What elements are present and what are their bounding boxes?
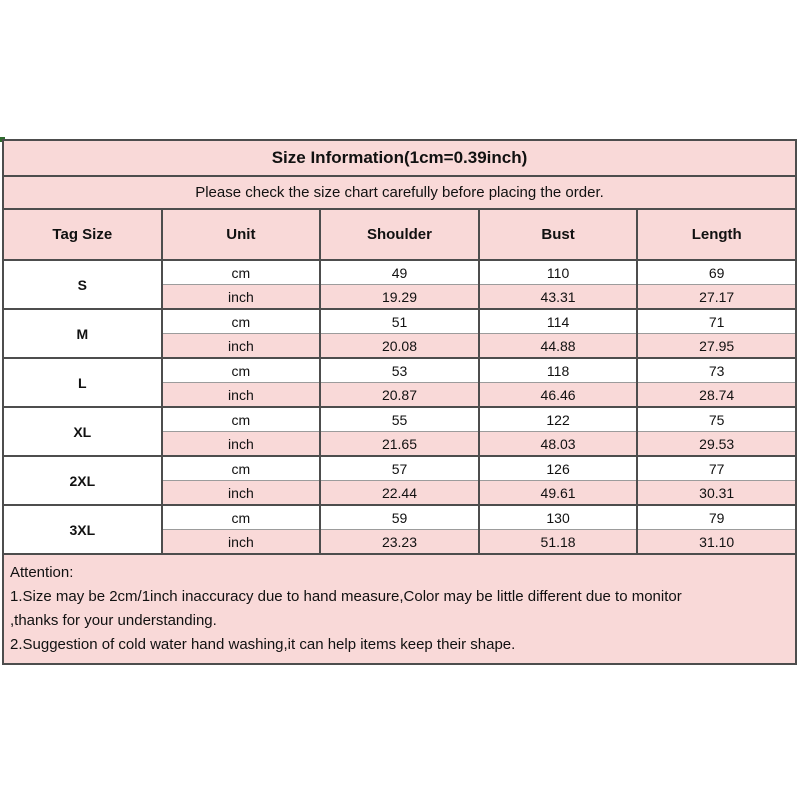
length-inch-value: 29.53 <box>637 432 796 457</box>
table-subtitle-row <box>3 176 796 209</box>
attention-line-3: 2.Suggestion of cold water hand washing,it can help items keep their shape. <box>10 636 516 653</box>
length-inch-value: 27.17 <box>637 285 796 310</box>
tag-size-cell: M <box>3 309 162 358</box>
shoulder-cm-value: 59 <box>320 505 479 530</box>
tag-size-cell: 3XL <box>3 505 162 554</box>
unit-cm-label: cm <box>162 309 321 334</box>
bust-inch-value: 44.88 <box>479 334 638 359</box>
size-row-cm <box>3 407 796 432</box>
unit-inch-label: inch <box>162 530 321 555</box>
unit-cm-label: cm <box>162 260 321 285</box>
size-row-cm <box>3 260 796 285</box>
column-header-bust: Bust <box>479 209 638 260</box>
unit-cm-label: cm <box>162 505 321 530</box>
length-inch-value: 27.95 <box>637 334 796 359</box>
length-inch-value: 31.10 <box>637 530 796 555</box>
length-inch-value: 28.74 <box>637 383 796 408</box>
table-subtitle: Please check the size chart carefully before placing the order. <box>3 176 796 209</box>
shoulder-cm-value: 57 <box>320 456 479 481</box>
bust-inch-value: 48.03 <box>479 432 638 457</box>
shoulder-cm-value: 49 <box>320 260 479 285</box>
column-header-row <box>3 209 796 260</box>
column-header-unit: Unit <box>162 209 321 260</box>
tag-size-cell: 2XL <box>3 456 162 505</box>
tag-size-cell: XL <box>3 407 162 456</box>
unit-cm-label: cm <box>162 407 321 432</box>
length-cm-value: 71 <box>637 309 796 334</box>
unit-cm-label: cm <box>162 358 321 383</box>
length-cm-value: 75 <box>637 407 796 432</box>
shoulder-inch-value: 23.23 <box>320 530 479 555</box>
shoulder-inch-value: 21.65 <box>320 432 479 457</box>
shoulder-cm-value: 55 <box>320 407 479 432</box>
shoulder-cm-value: 51 <box>320 309 479 334</box>
size-row-cm <box>3 456 796 481</box>
column-header-shoulder: Shoulder <box>320 209 479 260</box>
unit-cm-label: cm <box>162 456 321 481</box>
size-chart <box>2 139 797 665</box>
column-header-tag-size: Tag Size <box>3 209 162 260</box>
length-inch-value: 30.31 <box>637 481 796 506</box>
shoulder-inch-value: 20.08 <box>320 334 479 359</box>
bust-cm-value: 114 <box>479 309 638 334</box>
unit-inch-label: inch <box>162 285 321 310</box>
bust-cm-value: 126 <box>479 456 638 481</box>
bust-inch-value: 49.61 <box>479 481 638 506</box>
size-row-cm <box>3 309 796 334</box>
unit-inch-label: inch <box>162 481 321 506</box>
table-title: Size Information(1cm=0.39inch) <box>3 140 796 176</box>
length-cm-value: 73 <box>637 358 796 383</box>
attention-heading: Attention: <box>10 564 74 581</box>
attention-row <box>3 554 796 664</box>
bust-cm-value: 122 <box>479 407 638 432</box>
table-title-row <box>3 140 796 176</box>
bust-cm-value: 130 <box>479 505 638 530</box>
size-row-cm <box>3 505 796 530</box>
column-header-length: Length <box>637 209 796 260</box>
bust-inch-value: 51.18 <box>479 530 638 555</box>
unit-inch-label: inch <box>162 383 321 408</box>
attention-note <box>3 554 796 664</box>
shoulder-cm-value: 53 <box>320 358 479 383</box>
length-cm-value: 79 <box>637 505 796 530</box>
attention-line-1: 1.Size may be 2cm/1inch inaccuracy due to hand measure,Color may be little different due to monitor <box>10 588 682 605</box>
size-table <box>2 139 797 665</box>
tag-size-cell: S <box>3 260 162 309</box>
attention-line-2: ,thanks for your understanding. <box>10 612 217 629</box>
shoulder-inch-value: 22.44 <box>320 481 479 506</box>
bust-cm-value: 118 <box>479 358 638 383</box>
length-cm-value: 69 <box>637 260 796 285</box>
size-row-cm <box>3 358 796 383</box>
bust-inch-value: 43.31 <box>479 285 638 310</box>
size-rows-body <box>3 260 796 554</box>
length-cm-value: 77 <box>637 456 796 481</box>
shoulder-inch-value: 20.87 <box>320 383 479 408</box>
bust-cm-value: 110 <box>479 260 638 285</box>
tag-size-cell: L <box>3 358 162 407</box>
unit-inch-label: inch <box>162 334 321 359</box>
bust-inch-value: 46.46 <box>479 383 638 408</box>
shoulder-inch-value: 19.29 <box>320 285 479 310</box>
unit-inch-label: inch <box>162 432 321 457</box>
